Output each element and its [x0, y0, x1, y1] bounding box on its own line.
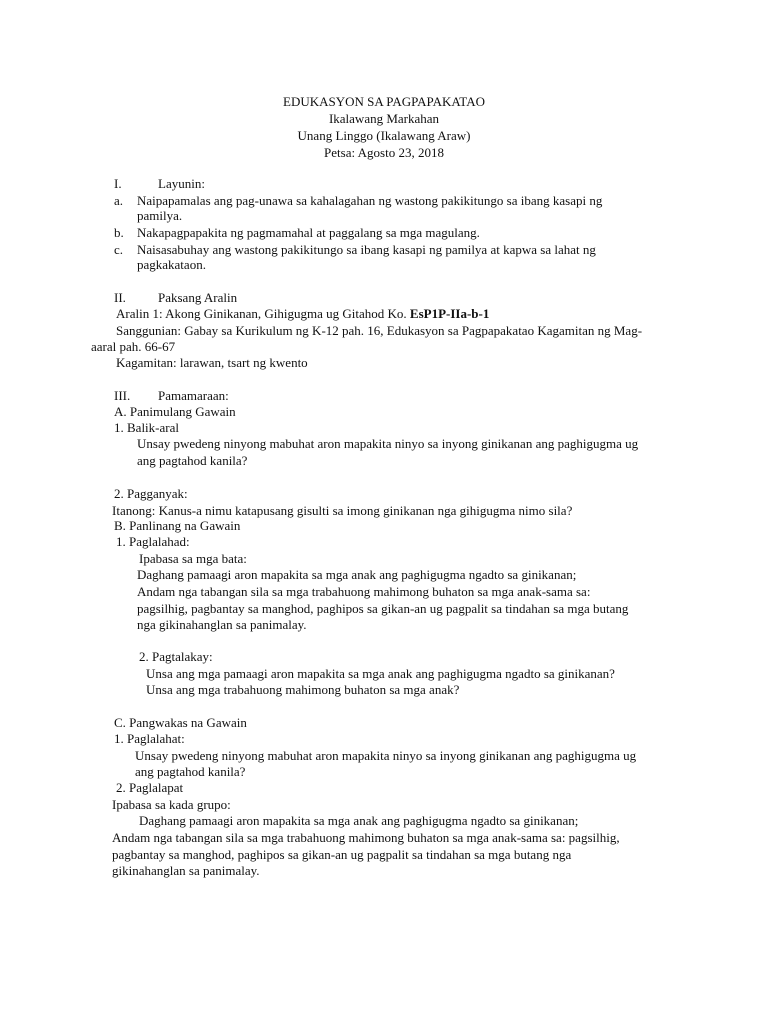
paglalahad-line1: Ipabasa sa mga bata:	[139, 551, 247, 566]
document-title: EDUKASYON SA PAGPAPAKATAO	[283, 94, 485, 109]
paglalahat-label: 1. Paglalahat:	[114, 731, 185, 746]
part-a-heading: A. Panimulang Gawain	[114, 404, 236, 419]
paglalapat-line4: gikinahanglan sa panimalay.	[112, 863, 260, 878]
balik-aral-line2: ang pagtahod kanila?	[137, 453, 248, 468]
objective-b-marker: b.	[114, 225, 124, 240]
objective-b-line1: Nakapagpapakita ng pagmamahal at paggalang sa mga magulang.	[137, 225, 480, 240]
paglalapat-line1: Daghang pamaagi aron mapakita sa mga anak ang paghigugma ngadto sa ginikanan;	[139, 813, 579, 828]
lesson-text: Aralin 1: Akong Ginikanan, Gihigugma ug Gitahod Ko.	[116, 306, 407, 321]
objective-c-line1: Naisasabuhay ang wastong pakikitungo sa ibang kasapi ng pamilya at kapwa sa lahat ng	[137, 242, 596, 257]
quarter-subtitle: Ikalawang Markahan	[328, 111, 440, 126]
section-iii-numeral: III.	[114, 388, 131, 403]
objective-a-marker: a.	[114, 193, 124, 208]
objective-c-line2: pagkakataon.	[137, 257, 206, 272]
reference-line1: Sanggunian: Gabay sa Kurikulum ng K-12 pah. 16, Edukasyon sa Pagpapakatao Kagamitan ng Mag-	[116, 323, 643, 338]
pagganyak-label: 2. Pagganyak:	[114, 486, 188, 501]
paglalapat-label: 2. Paglalapat	[116, 780, 184, 795]
paglalahad-line2: Daghang pamaagi aron mapakita sa mga anak ang paghigugma ngadto sa ginikanan;	[137, 567, 577, 582]
lesson-code: EsP1P-IIa-b-1	[409, 306, 490, 321]
paglalahat-line1: Unsay pwedeng ninyong mabuhat aron mapakita ninyo sa inyong ginikanan ang paghigugma ug	[135, 748, 637, 763]
paglalapat-line2: Andam nga tabangan sila sa mga trabahuong mahimong buhaton sa mga anak-sama sa: pagsilhig,	[112, 830, 620, 845]
paglalahad-label: 1. Paglalahad:	[116, 534, 190, 549]
part-b-heading: B. Panlinang na Gawain	[114, 518, 241, 533]
paglalahat-line2: ang pagtahod kanila?	[135, 764, 246, 779]
section-i-numeral: I.	[114, 176, 122, 191]
paglalahad-line3: Andam nga tabangan sila sa mga trabahuong mahimong buhaton sa mga anak-sama sa:	[137, 584, 591, 599]
pagtalakay-line2: Unsa ang mga trabahuong mahimong buhaton sa mga anak?	[146, 682, 460, 697]
section-i-heading: Layunin:	[158, 176, 205, 191]
part-c-heading: C. Pangwakas na Gawain	[114, 715, 247, 730]
section-ii-heading: Paksang Aralin	[158, 290, 238, 305]
objective-a-line2: pamilya.	[137, 208, 183, 223]
pagtalakay-line1: Unsa ang mga pamaagi aron mapakita sa mga anak ang paghigugma ngadto sa ginikanan?	[146, 666, 615, 681]
materials-line: Kagamitan: larawan, tsart ng kwento	[116, 355, 308, 370]
balik-aral-line1: Unsay pwedeng ninyong mabuhat aron mapakita ninyo sa inyong ginikanan ang paghigugma ug	[137, 436, 639, 451]
objective-a-line1: Naipapamalas ang pag-unawa sa kahalagahan ng wastong pakikitungo sa ibang kasapi ng	[137, 193, 603, 208]
date-line: Petsa: Agosto 23, 2018	[324, 145, 444, 160]
paglalahad-line5: nga gikinahanglan sa panimalay.	[137, 617, 307, 632]
section-ii-numeral: II.	[114, 290, 126, 305]
balik-aral-label: 1. Balik-aral	[114, 420, 179, 435]
lesson-line	[116, 306, 489, 322]
paglalahad-line4: pagsilhig, pagbantay sa manghod, paghipos sa gikan-an ug pagpalit sa tindahan sa mga butang	[137, 601, 629, 616]
paglalapat-line3: pagbantay sa manghod, paghipos sa gikan-an ug pagpalit sa tindahan sa mga butang nga	[112, 847, 572, 862]
pagtalakay-label: 2. Pagtalakay:	[139, 649, 213, 664]
paglalapat-instruction: Ipabasa sa kada grupo:	[112, 797, 231, 812]
reference-line2: aaral pah. 66-67	[91, 339, 176, 354]
pagganyak-question: Itanong: Kanus-a nimu katapusang gisulti sa imong ginikanan nga gihigugma nimo sila?	[112, 503, 573, 518]
week-subtitle: Unang Linggo (Ikalawang Araw)	[297, 128, 471, 143]
section-iii-heading: Pamamaraan:	[158, 388, 229, 403]
objective-c-marker: c.	[114, 242, 124, 257]
